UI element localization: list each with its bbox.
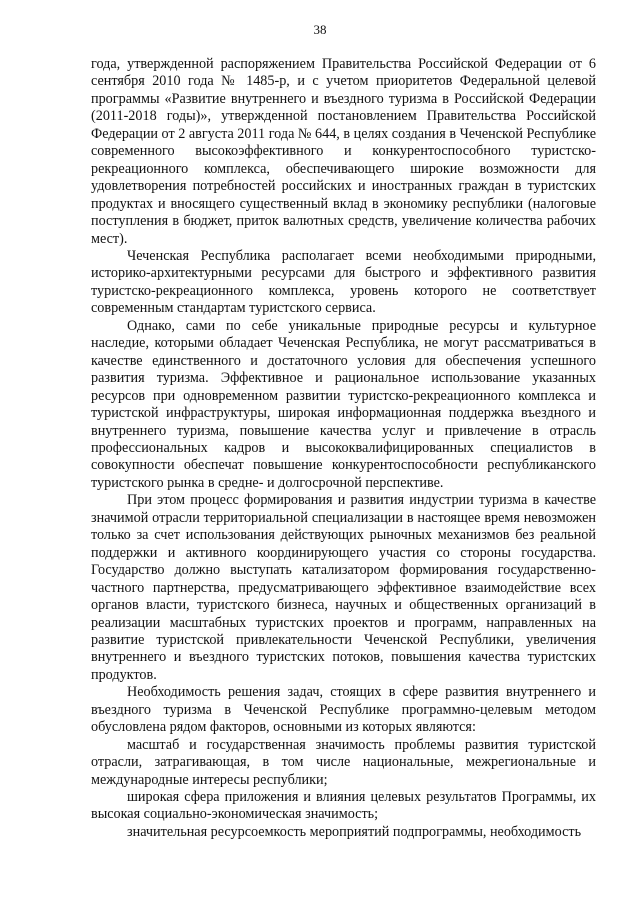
paragraph-1: года, утвержденной распоряжением Правительства Российской Федерации от 6 сентября 2010 года № 1485-р, и с учетом приоритетов Федеральной целевой программы «Развитие внутреннего и въездного туризма в Российской Федерации (2011-2018 годы)», утвержденной постановлением Правительства Российской Федерации от 2 августа 2011 года № 644, в целях создания в Чеченской Республике современного высокоэффективного и конкурентоспособного туристско-рекреационного комплекса, обеспечивающего широкие возможности для удовлетворения потребностей российских и иностранных граждан в туристских продуктах и вносящего существенный вклад в экономику республики (налоговые поступления в бюджет, приток валютных средств, увеличение количества рабочих мест). [91, 56, 596, 247]
page-number: 38 [313, 22, 327, 37]
document-body [91, 56, 596, 841]
list-item-1: масштаб и государственная значимость проблемы развития туристской отрасли, затрагивающая, в том числе национальные, межрегиональные и международные интересы республики; [91, 736, 596, 788]
paragraph-4: При этом процесс формирования и развития индустрии туризма в качестве значимой отрасли территориальной специализации в настоящее время невозможен только за счет использования действующих рыночных механизмов без реальной поддержки и активного координирующего участия со стороны государства. Государство должно выступать катализатором формирования государственно-частного партнерства, предусматривающего эффективное взаимодействие всех органов власти, туристского бизнеса, научных и общественных организаций в реализации масштабных туристских проектов и программ, направленных на развитие туристской привлекательности Чеченской Республики, увеличения внутреннего и въездного туристских потоков, повышения качества туристских продуктов. [91, 492, 596, 683]
paragraph-3: Однако, сами по себе уникальные природные ресурсы и культурное наследие, которыми обладает Чеченская Республика, не могут рассматриваться в качестве единственного и достаточного условия для обеспечения успешного развития туризма. Эффективное и рациональное использование указанных ресурсов при одновременном развитии туристско-рекреационного комплекса и туристской инфраструктуры, широкая информационная поддержка въездного и внутреннего туризма, повышение качества услуг и привлечение в отрасль профессиональных кадров и высококвалифицированных специалистов в совокупности обеспечат повышение конкурентоспособности республиканского туристского рынка в средне- и долгосрочной перспективе. [91, 317, 596, 491]
list-item-2: широкая сфера приложения и влияния целевых результатов Программы, их высокая социально-экономическая значимость; [91, 789, 596, 823]
list-item-3: значительная ресурсоемкость мероприятий подпрограммы, необходимость [127, 823, 582, 840]
paragraph-2: Чеченская Республика располагает всеми необходимыми природными, историко-архитектурными ресурсами для быстрого и эффективного развития туристско-рекреационного комплекса, уровень которого не соответствует современным стандартам туристского сервиса. [91, 247, 596, 317]
paragraph-5: Необходимость решения задач, стоящих в сфере развития внутреннего и въездного туризма в Чеченской Республике программно-целевым методом обусловлена рядом факторов, основными из которых являются: [91, 684, 596, 736]
